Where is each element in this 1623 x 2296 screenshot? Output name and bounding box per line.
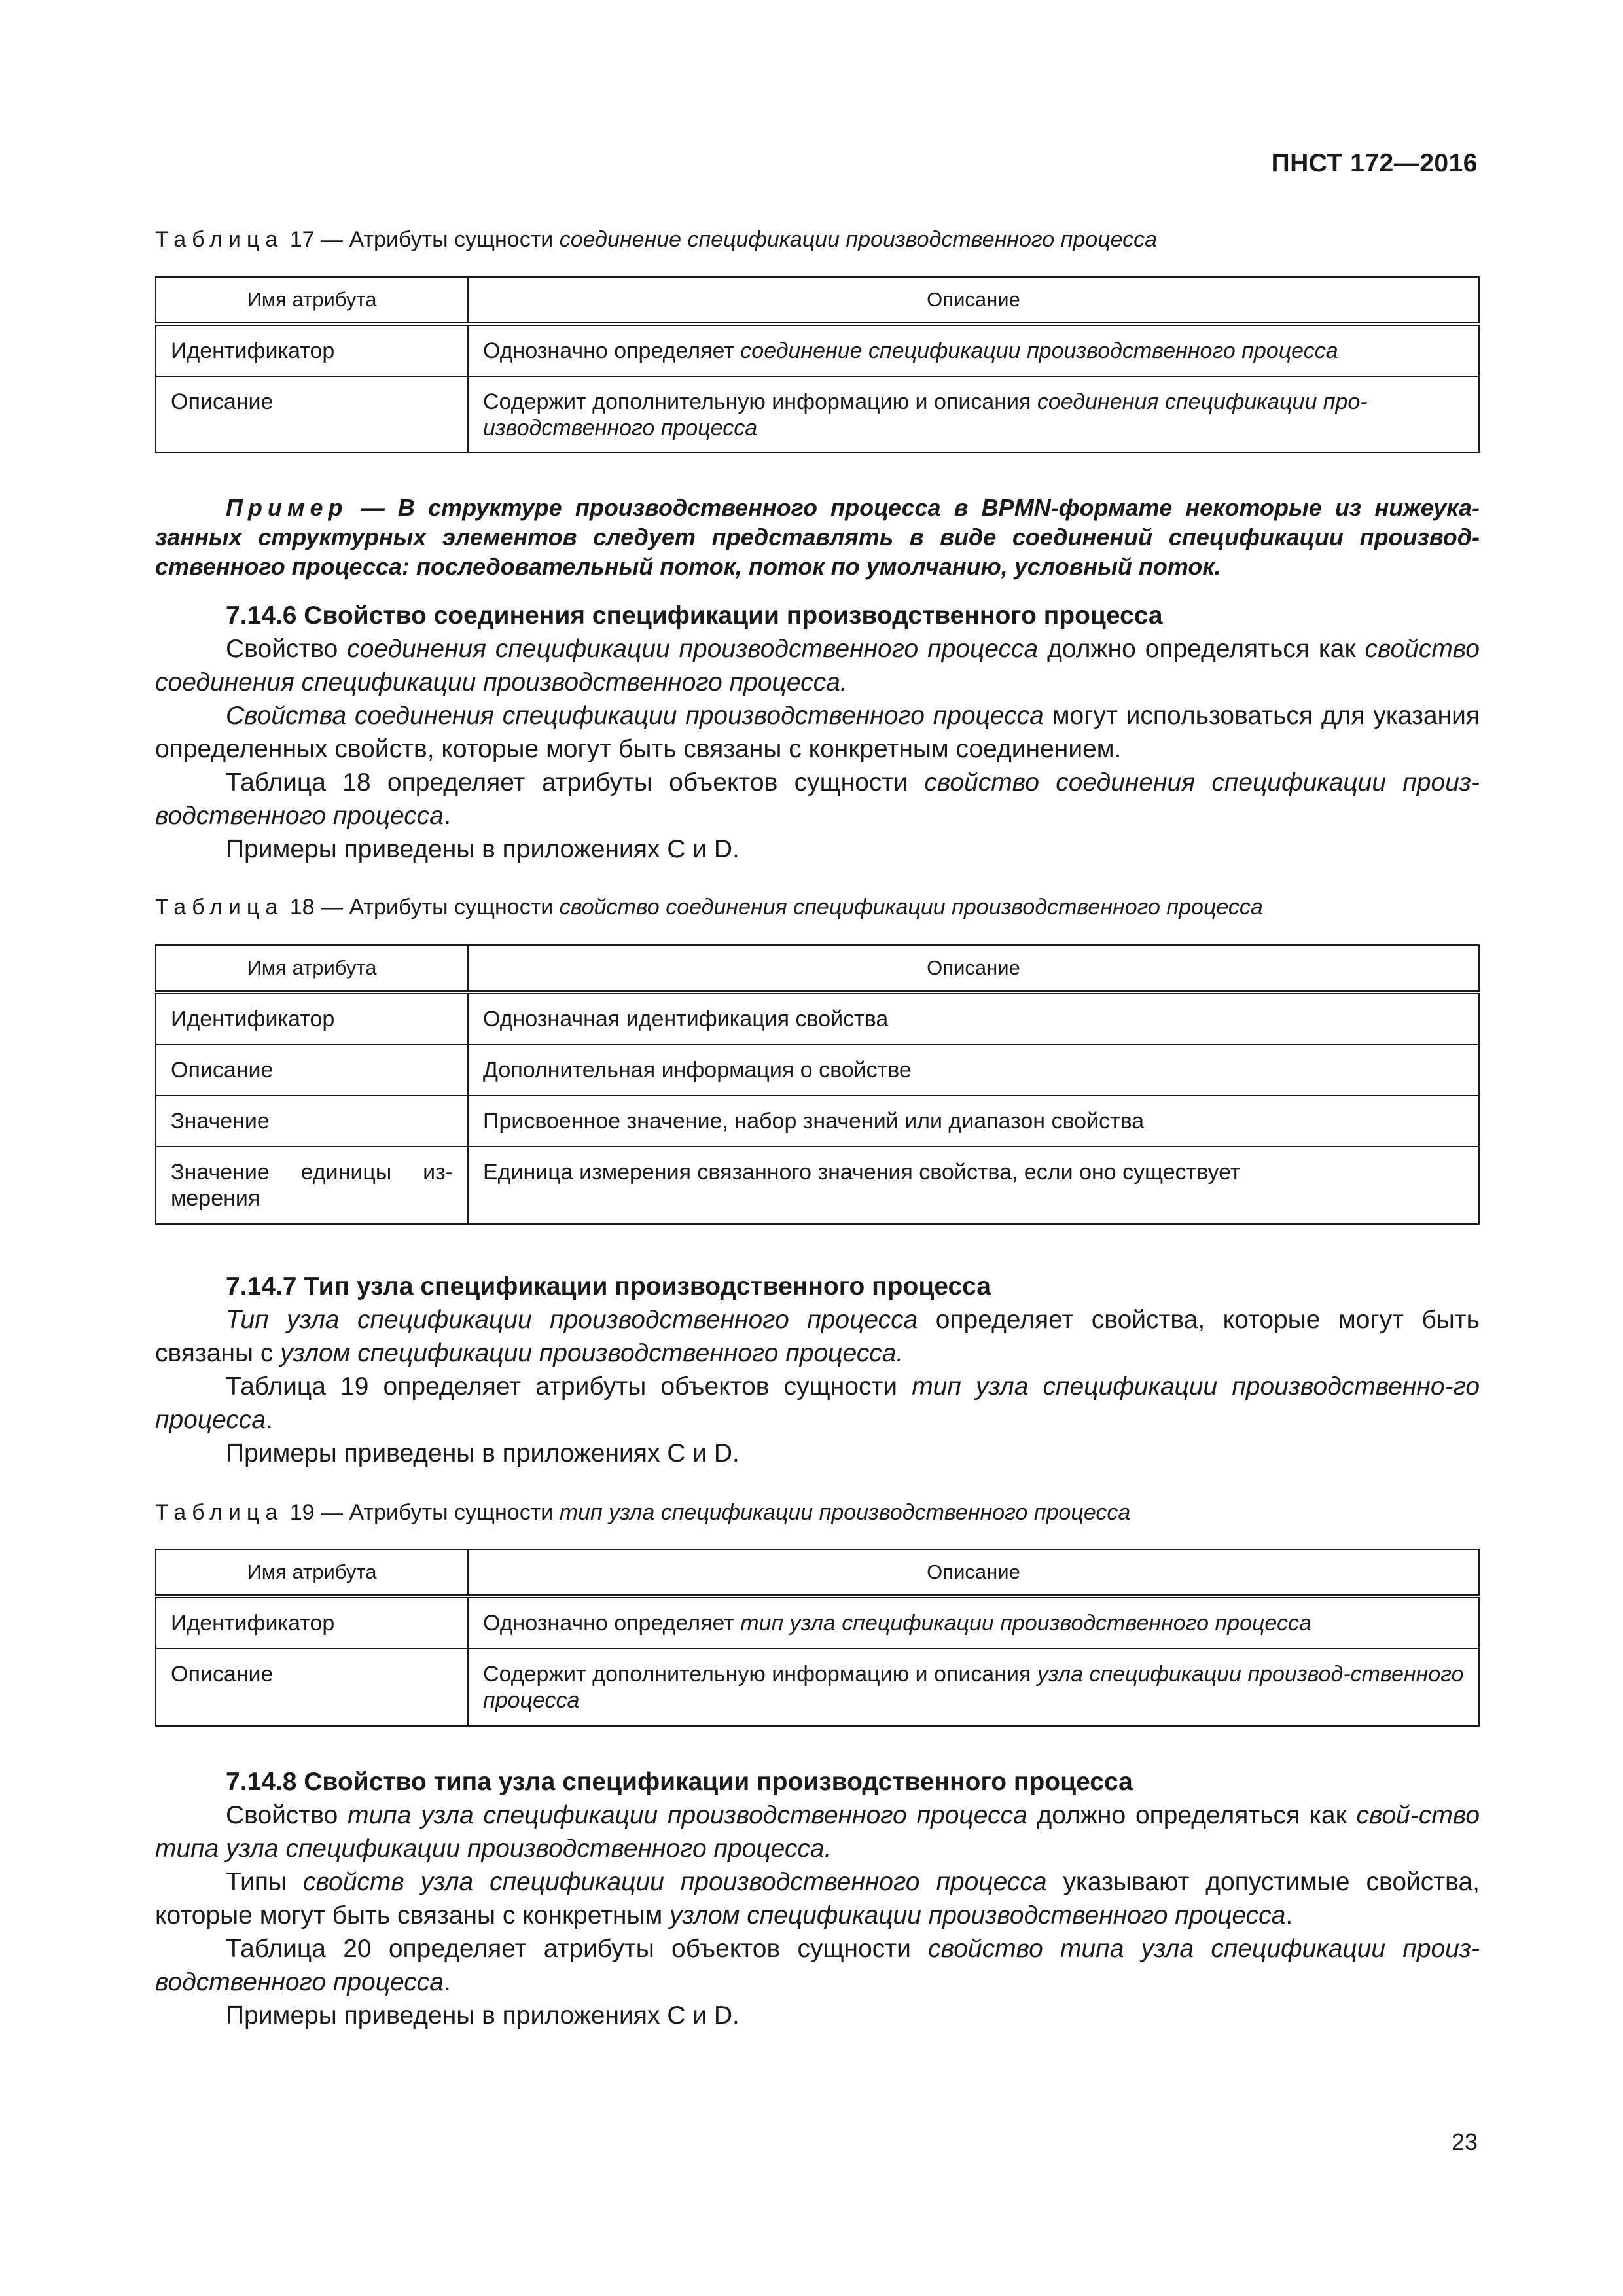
paragraph: Типы свойств узла спецификации производственного процесса указывают допустимые свойства, которые могут быть связаны с конкретным узлом спецификации производственного процесса. xyxy=(155,1868,1480,1929)
section-7-14-8 xyxy=(155,1765,1480,2032)
section-7-14-6 xyxy=(155,599,1480,866)
column-header-description: Описание xyxy=(468,945,1479,992)
paragraph: Тип узла спецификации производственного процесса определяет свойства, которые могут быть связаны с узлом спецификации производственного процесса. xyxy=(155,1306,1480,1367)
caption-entity: свойство соединения спецификации производственного процесса xyxy=(559,895,1263,920)
column-header-description: Описание xyxy=(468,1549,1479,1596)
caption-prefix: Таблица xyxy=(155,895,284,920)
table-18-caption xyxy=(155,894,1480,920)
caption-entity: тип узла спецификации производственного процесса xyxy=(559,1500,1131,1525)
attribute-name: Значение xyxy=(156,1096,468,1147)
example-text: — В структуре производственного процесса в BPMN-формате некоторые из нижеука-занных структурных элементов следует представлять в виде соединений спецификации производ-ственного процесса: последовательный поток, поток по умолчанию, условный поток. xyxy=(155,494,1480,580)
table-18 xyxy=(155,944,1480,1225)
section-heading: 7.14.6 Свойство соединения спецификации производственного процесса xyxy=(226,601,1163,630)
table-row xyxy=(156,1649,1479,1726)
attribute-name: Идентификатор xyxy=(156,324,468,376)
example-note xyxy=(155,493,1480,581)
paragraph: Примеры приведены в приложениях С и D. xyxy=(226,2001,740,2030)
caption-number: 18 — Атрибуты сущности xyxy=(283,895,560,920)
paragraph: Свойства соединения спецификации производственного процесса могут использоваться для указания определенных свойств, которые могут быть связаны с конкретным соединением. xyxy=(155,702,1480,763)
example-label: Пример xyxy=(226,494,348,521)
attribute-name: Значение единицы из- мерения xyxy=(156,1147,468,1224)
table-row xyxy=(156,324,1479,376)
table-header-row xyxy=(156,1549,1479,1596)
table-header-row xyxy=(156,945,1479,992)
attribute-name: Описание xyxy=(156,1045,468,1096)
table-header-row xyxy=(156,277,1479,324)
caption-entity: соединение спецификации производственного процесса xyxy=(559,227,1158,252)
attribute-description: Содержит дополнительную информацию и описания соединения спецификации про-изводственного процесса xyxy=(468,376,1479,452)
paragraph: Примеры приведены в приложениях С и D. xyxy=(226,835,740,863)
caption-number: 17 — Атрибуты сущности xyxy=(283,227,560,252)
table-row xyxy=(156,376,1479,452)
caption-prefix: Таблица xyxy=(155,227,284,252)
attribute-description: Дополнительная информация о свойстве xyxy=(468,1045,1479,1096)
table-19-caption xyxy=(155,1499,1480,1526)
paragraph: Таблица 20 определяет атрибуты объектов сущности свойство типа узла спецификации произ-водственного процесса. xyxy=(155,1935,1480,1996)
attribute-name: Описание xyxy=(156,376,468,452)
table-row xyxy=(156,992,1479,1045)
table-17-caption xyxy=(155,226,1480,253)
table-row xyxy=(156,1147,1479,1224)
attribute-description: Присвоенное значение, набор значений или диапазон свойства xyxy=(468,1096,1479,1147)
section-7-14-7 xyxy=(155,1270,1480,1470)
document-id: ПНСТ 172—2016 xyxy=(1271,149,1478,177)
attribute-description: Однозначно определяет соединение спецификации производственного процесса xyxy=(468,324,1479,376)
attribute-name: Идентификатор xyxy=(156,992,468,1045)
attribute-description: Однозначная идентификация свойства xyxy=(468,992,1479,1045)
column-header-attribute: Имя атрибута xyxy=(156,945,468,992)
table-row xyxy=(156,1045,1479,1096)
attribute-name: Идентификатор xyxy=(156,1596,468,1649)
paragraph: Таблица 19 определяет атрибуты объектов сущности тип узла спецификации производственно-го процесса. xyxy=(155,1372,1480,1434)
table-row xyxy=(156,1096,1479,1147)
section-heading: 7.14.7 Тип узла спецификации производственного процесса xyxy=(226,1272,991,1300)
paragraph: Свойство типа узла спецификации производственного процесса должно определяться как свой-ство типа узла спецификации производственного процесса. xyxy=(155,1801,1480,1863)
attribute-description: Однозначно определяет тип узла спецификации производственного процесса xyxy=(468,1596,1479,1649)
section-heading: 7.14.8 Свойство типа узла спецификации производственного процесса xyxy=(226,1768,1133,1796)
caption-number: 19 — Атрибуты сущности xyxy=(283,1500,560,1525)
paragraph: Свойство соединения спецификации производственного процесса должно определяться как свойство соединения спецификации производственного процесса. xyxy=(155,635,1480,696)
column-header-description: Описание xyxy=(468,277,1479,324)
caption-prefix: Таблица xyxy=(155,1500,284,1525)
table-row xyxy=(156,1596,1479,1649)
table-19 xyxy=(155,1549,1480,1727)
attribute-description: Содержит дополнительную информацию и описания узла спецификации производ-ственного процесса xyxy=(468,1649,1479,1726)
column-header-attribute: Имя атрибута xyxy=(156,1549,468,1596)
attribute-description: Единица измерения связанного значения свойства, если оно существует xyxy=(468,1147,1479,1224)
paragraph: Примеры приведены в приложениях С и D. xyxy=(226,1439,740,1467)
paragraph: Таблица 18 определяет атрибуты объектов сущности свойство соединения спецификации произ-водственного процесса. xyxy=(155,768,1480,830)
table-17 xyxy=(155,276,1480,453)
page-number: 23 xyxy=(1451,2128,1478,2155)
column-header-attribute: Имя атрибута xyxy=(156,277,468,324)
attribute-name: Описание xyxy=(156,1649,468,1726)
